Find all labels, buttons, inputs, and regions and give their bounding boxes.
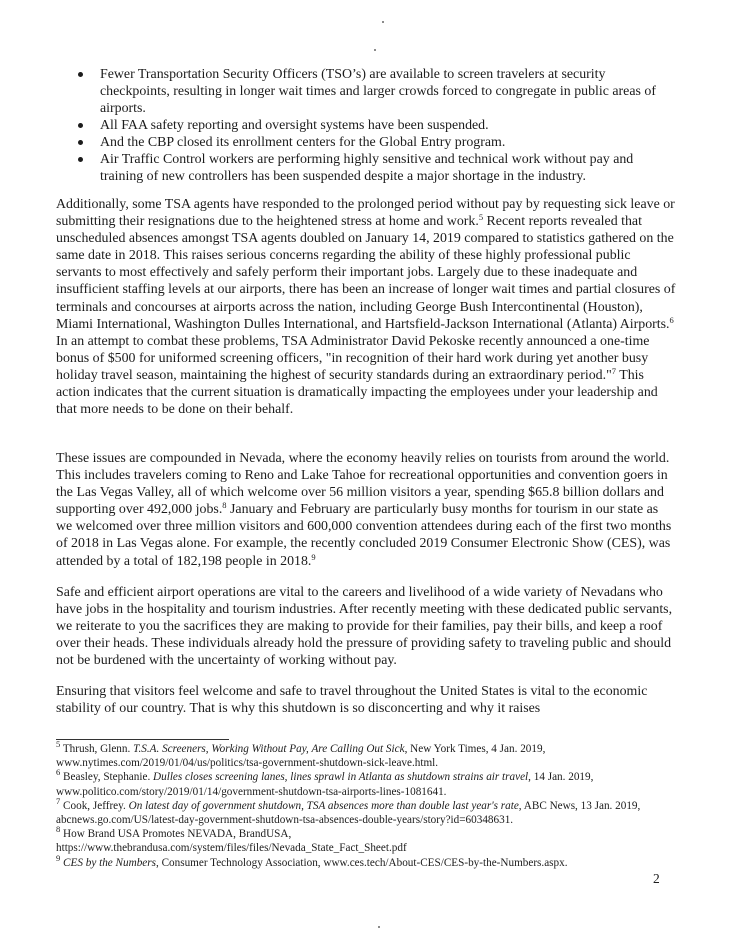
footnote-ref[interactable]: 6	[669, 314, 674, 325]
footnote-ref[interactable]: 9	[311, 551, 316, 562]
bullet-icon	[78, 123, 83, 128]
footnote-6: $^6$ Beasley, Stephanie. Dulles closes screening lanes, lines sprawl in Atlanta as shutdown strains air travel, 14 Jan. 2019, www.politico.com/story/2019/01/14/government-shutdown-tsa-airports-lines-1081641.	[56, 767, 594, 798]
paragraph-airport-operations: Safe and efficient airport operations are vital to the careers and livelihood of a wide variety of Nevadans who have jobs in the hospitality and tourism industries. After recently meeting with these dedicated public servants, we reiterate to you the sacrifices they are making to provide for their families, pay their bills, and keep a roof over their heads. These individuals already hold the pressure of providing safety to traveling public and should not be burdened with the uncertainty of working without pay.	[56, 585, 673, 669]
paragraph-visitors: Ensuring that visitors feel welcome and safe to travel throughout the United States is vital to the economic stability of our country. That is why this shutdown is so disconcerting and why it raises	[56, 684, 648, 717]
footnote-9: $^9$ CES by the Numbers, Consumer Technology Association, www.ces.tech/About-CES/CES-by-the-Numbers.aspx.	[56, 852, 568, 869]
bullet-list	[73, 66, 673, 185]
scan-speck	[382, 21, 384, 23]
bullet-item: All FAA safety reporting and oversight systems have been suspended.	[73, 117, 673, 134]
scan-speck	[378, 926, 380, 928]
bullet-icon	[78, 157, 83, 162]
footnote-divider	[56, 739, 229, 740]
bullet-icon	[78, 140, 83, 145]
footnote-7: $^7$ Cook, Jeffrey. On latest day of government shutdown, TSA absences more than double last year's rate, ABC News, 13 Jan. 2019, abcnews.go.com/US/latest-day-government-shutdown-tsa-absences-double-years/story?id=60348631.	[56, 795, 641, 827]
footnote-ref[interactable]: 7	[611, 365, 616, 376]
scan-speck	[374, 49, 376, 51]
footnote-5: $^5$ Thrush, Glenn. T.S.A. Screeners, Working Without Pay, Are Calling Out Sick, New York Times, 4 Jan. 2019, www.nytimes.com/2019/01/04/us/politics/tsa-government-shutdown-sick-leave.html.	[56, 739, 546, 770]
footnote-ref[interactable]: 5	[478, 212, 484, 223]
bullet-item: And the CBP closed its enrollment centers for the Global Entry program.	[73, 134, 673, 151]
footnote-8: $^8$ How Brand USA Promotes NEVADA, BrandUSA,	[56, 824, 292, 841]
bullet-item: Air Traffic Control workers are performing highly sensitive and technical work without pay and training of new controllers has been suspended despite a major shortage in the industry.	[73, 151, 673, 185]
paragraph-nevada-impact: These issues are compounded in Nevada, where the economy heavily relies on tourists from around the world. This includes travelers coming to Reno and Lake Tahoe for recreational opportunities and convention goers in the Las Vegas Valley, all of which welcome over 56 million visitors a year, spending $65.8 billion dollars and supporting over 492,000 jobs.$^8$ January and February are particularly busy months for tourism in our state as we welcomed over three million visitors and 600,000 convention attendees during each of the first two months of 2018 in Las Vegas alone. For example, the recently concluded 2019 Consumer Electronic Show (CES), was attended by a total of 182,198 people in 2018.$^9$	[56, 451, 672, 569]
footnote-8-url[interactable]: https://www.thebrandusa.com/system/files/files/Nevada_State_Fact_Sheet.pdf	[56, 842, 407, 855]
page-number: 2	[653, 871, 660, 886]
bullet-icon	[78, 72, 83, 77]
footnote-ref[interactable]: 8	[222, 500, 227, 511]
bullet-item: Fewer Transportation Security Officers (TSO’s) are available to screen travelers at security checkpoints, resulting in longer wait times and larger crowds forced to congregate in public areas of airports.	[73, 66, 673, 117]
footnotes	[56, 739, 676, 870]
paragraph-tsa-absences: Additionally, some TSA agents have responded to the prolonged period without pay by requesting sick leave or submitting their resignations due to the heightened stress at home and work.$^5$ Recent reports revealed that unscheduled absences amongst TSA agents doubled on January 14, 2019 compared to statistics gathered on the same date in 2018. This raises serious concerns regarding the ability of these highly professional public servants to most effectively and safely perform their important jobs. Largely due to these inadequate and insufficient staffing levels at our airports, there has been an increase of longer wait times and partial closures of terminals and concourses at airports across the nation, including George Bush Intercontinental (Houston), Miami International, Washington Dulles International, and Hartsfield-Jackson International (Atlanta) Airports.$^6$ In an attempt to combat these problems, TSA Administrator David Pekoske recently announced a one-time bonus of $500 for uniformed screening officers, "in recognition of their hard work during yet another busy holiday travel season, maintaining the highest of security standards during an extraordinary period."$^7$ This action indicates that the current situation is dramatically impacting the employees under your leadership and that more needs to be done on their behalf.	[56, 197, 676, 418]
